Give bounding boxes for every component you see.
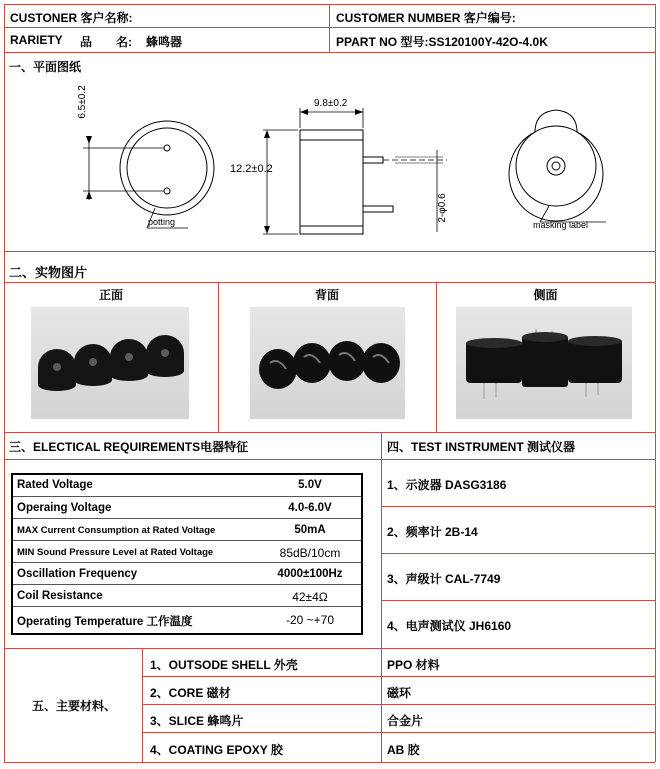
section-electrical-title: 三、ELECTICAL REQUIREMENTS电器特征 (9, 440, 249, 454)
material-part-coating: 4、COATING EPOXY 胶 (150, 743, 283, 757)
customer-number-label: CUSTOMER NUMBER 客户编号: (336, 11, 516, 25)
material-part-core: 2、CORE 磁材 (150, 686, 231, 700)
table-row (13, 474, 361, 496)
oscillation-frequency-label: Oscillation Frequency (17, 568, 138, 580)
section-instrument-title: 四、TEST INSTRUMENT 测试仪器 (387, 440, 575, 454)
instrument-sound-level-meter: 3、声级计 CAL-7749 (387, 572, 501, 586)
table-rule (4, 459, 655, 460)
table-rule (142, 732, 655, 733)
technical-drawing (5, 60, 654, 250)
variety-cn-label-2: 名: (116, 35, 132, 49)
side-view-drawing (263, 108, 447, 234)
table-rule (142, 676, 655, 677)
material-part-slice: 3、SLICE 蜂鸣片 (150, 714, 244, 728)
section-materials-title: 五、主要材料、 (32, 699, 117, 713)
table-rule (381, 600, 655, 601)
table-rule (218, 282, 219, 432)
table-rule (381, 432, 382, 648)
side-width-dim: 9.8±0.2 (314, 98, 348, 109)
body-diameter-dim: 12.2±0.2 (230, 163, 273, 175)
operating-voltage-label: Operaing Voltage (17, 502, 112, 514)
potting-label: potting (148, 217, 176, 227)
oscillation-frequency-value: 4000±100Hz (277, 568, 343, 580)
table-rule (381, 506, 655, 507)
table-rule (4, 648, 655, 649)
instrument-electroacoustic-tester: 4、电声测试仪 JH6160 (387, 619, 512, 633)
table-border-bottom (4, 762, 655, 763)
variety-label: RARIETY (10, 33, 63, 47)
photo-front-label: 正面 (98, 288, 123, 302)
instrument-frequency-counter: 2、频率计 2B-14 (387, 525, 478, 539)
table-row (13, 584, 361, 607)
table-row (13, 606, 361, 631)
photo-front (31, 307, 189, 419)
coil-resistance-label: Coil Resistance (17, 590, 103, 602)
electrical-requirements-table (11, 473, 363, 635)
instrument-oscilloscope: 1、示波器 DASG3186 (387, 478, 507, 492)
min-sound-pressure-label: MIN Sound Pressure Level at Rated Voltage (17, 547, 214, 558)
material-part-shell: 1、OUTSODE SHELL 外壳 (150, 658, 298, 672)
table-rule (4, 282, 655, 283)
photo-back (250, 307, 405, 419)
table-row (13, 496, 361, 519)
operating-temperature-value: -20 ~+70 (285, 613, 335, 627)
table-row (13, 540, 361, 563)
table-rule (329, 4, 330, 52)
table-rule (4, 52, 655, 53)
table-rule (4, 432, 655, 433)
operating-voltage-value: 4.0-6.0V (288, 502, 332, 514)
section-drawing-title: 一、平面图纸 (9, 60, 82, 74)
customer-label: CUSTONER 客户名称: (10, 11, 133, 25)
rated-voltage-label: Rated Voltage (17, 479, 93, 491)
photo-side (456, 307, 632, 419)
variety-cn-label-1: 品 (80, 35, 93, 49)
variety-value: 蜂鸣器 (146, 35, 183, 49)
min-sound-pressure-value: 85dB/10cm (279, 546, 341, 560)
front-view-drawing (83, 121, 214, 228)
max-current-value: 50mA (294, 524, 326, 536)
material-value-shell: PPO 材料 (387, 658, 440, 672)
material-value-core: 磁环 (387, 686, 412, 700)
photo-side-label: 侧面 (533, 288, 558, 302)
rear-view-drawing (509, 110, 606, 222)
table-rule (381, 648, 382, 762)
table-rule (142, 704, 655, 705)
table-rule (436, 282, 437, 432)
table-rule (381, 553, 655, 554)
table-row (13, 562, 361, 585)
section-photo-title: 二、实物图片 (9, 265, 88, 280)
pin-diameter-dim: 2-φ0.6 (437, 193, 448, 223)
front-height-dim: 6.5±0.2 (77, 85, 88, 119)
part-number: PPART NO 型号:SS120100Y-42O-4.0K (336, 35, 548, 49)
table-rule (142, 648, 143, 762)
coil-resistance-value: 42±4Ω (292, 590, 328, 604)
max-current-label: MAX Current Consumption at Rated Voltage (17, 525, 216, 536)
masking-label-text: masking label (533, 220, 589, 230)
photo-back-label: 背面 (314, 288, 339, 302)
rated-voltage-value: 5.0V (298, 479, 322, 491)
table-row (13, 518, 361, 541)
operating-temperature-label: Operating Temperature 工作温度 (17, 616, 193, 628)
table-border-right (655, 4, 656, 762)
material-value-coating: AB 胶 (387, 743, 420, 757)
material-value-slice: 合金片 (387, 714, 424, 728)
table-rule (4, 251, 655, 252)
